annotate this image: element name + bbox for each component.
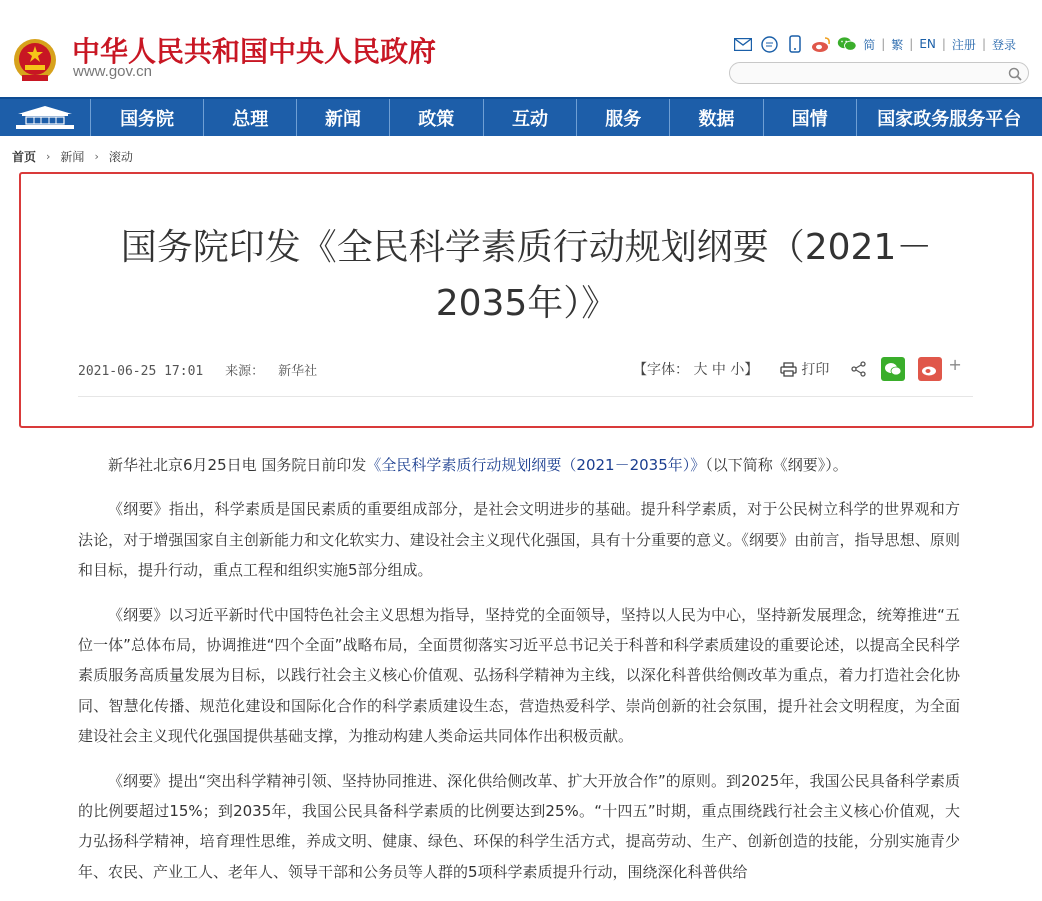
nav-item-data[interactable]: 数据 (670, 99, 764, 136)
breadcrumb (12, 148, 133, 165)
document-link[interactable]: 《全民科学素质行动规划纲要（2021－2035年）》 (366, 456, 706, 474)
nav-home-building-icon[interactable] (0, 99, 91, 136)
nav-item-services[interactable]: 服务 (577, 99, 670, 136)
article-body (78, 450, 960, 901)
chat-icon[interactable] (759, 35, 779, 53)
source-label: 来源： (225, 364, 265, 379)
chevron-right-icon: › (94, 150, 99, 163)
separator: | (909, 37, 914, 51)
login-link[interactable]: 登录 (991, 37, 1016, 52)
separator: | (941, 37, 946, 51)
breadcrumb-rolling[interactable]: 滚动 (108, 150, 133, 164)
divider (78, 396, 973, 397)
article-title-line2: 2035年）》 (435, 283, 618, 324)
print-label: 打印 (801, 362, 830, 378)
source-name: 新华社 (278, 364, 318, 379)
article-header-highlight (19, 172, 1034, 428)
top-links (733, 35, 1016, 53)
weibo-icon[interactable] (811, 35, 831, 53)
nav-item-policy[interactable]: 政策 (390, 99, 484, 136)
nav-item-national-info[interactable]: 国情 (764, 99, 857, 136)
lang-traditional[interactable]: 繁 (891, 37, 904, 52)
search-icon[interactable] (1008, 66, 1022, 85)
chevron-right-icon: › (46, 150, 51, 163)
article-title (21, 220, 1032, 332)
site-header (0, 0, 1042, 97)
main-nav (0, 97, 1042, 136)
more-share-icon[interactable]: + (948, 354, 962, 374)
paragraph-tail: （以下简称《纲要》）。 (705, 456, 848, 474)
separator: | (881, 37, 886, 51)
lang-simplified[interactable]: 简 (863, 37, 876, 52)
separator: | (981, 37, 986, 51)
national-emblem-logo[interactable] (12, 35, 58, 85)
site-title[interactable]: 中华人民共和国中央人民政府 (72, 35, 437, 68)
paragraph: 《纲要》指出，科学素质是国民素质的重要组成部分，是社会文明进步的基础。提升科学素质，对于公民树立科学的世界观和方法论，对于增强国家自主创新能力和文化软实力、建设社会主义现代化强国，具有十分重要的意义。《纲要》由前言，指导思想、原则和目标，提升行动，重点工程和组织实施5部分组成。 (78, 500, 960, 580)
search-box[interactable] (729, 62, 1029, 84)
search-input[interactable] (740, 64, 1004, 84)
wechat-icon[interactable] (837, 35, 857, 53)
article-tools (633, 354, 962, 381)
nav-item-news[interactable]: 新闻 (297, 99, 390, 136)
mail-icon[interactable] (733, 35, 753, 53)
font-small-button[interactable]: 小】 (730, 362, 759, 378)
font-label: 【字体： (633, 362, 689, 378)
nav-item-gov-service-platform[interactable]: 国家政务服务平台 (877, 108, 1022, 130)
nav-item-premier[interactable]: 总理 (204, 99, 297, 136)
font-size-control (633, 359, 758, 379)
publish-date: 2021-06-25 17:01 (78, 364, 204, 379)
print-button[interactable] (780, 359, 829, 379)
share-weibo-icon[interactable] (918, 357, 942, 381)
nav-item-interaction[interactable]: 互动 (484, 99, 578, 136)
paragraph (78, 450, 960, 480)
breadcrumb-home[interactable]: 首页 (12, 150, 37, 164)
printer-icon (780, 362, 797, 377)
nav-item-state-council[interactable]: 国务院 (91, 99, 205, 136)
article-title-line1: 国务院印发《全民科学素质行动规划纲要（2021－ (120, 227, 933, 268)
paragraph: 《纲要》以习近平新时代中国特色社会主义思想为指导，坚持党的全面领导，坚持以人民为中心，坚持新发展理念，统筹推进“五位一体”总体布局，协调推进“四个全面”战略布局，全面贯彻落实习近平总书记关于科普和科学素质建设的重要论述，以提高全民科学素质服务高质量发展为目标，以践行社会主义核心价值观、弘扬科学精神为主线，以深化科普供给侧改革为重点，着力打造社会化协同、智慧化传播、规范化建设和国际化合作的科学素质建设生态，营造热爱科学、崇尚创新的社会氛围，提升社会文明程度，为全面建设社会主义现代化强国提供基础支撑，为推动构建人类命运共同体作出积极贡献。 (78, 605, 960, 746)
mobile-icon[interactable] (785, 35, 805, 53)
font-medium-button[interactable]: 中 (711, 362, 726, 378)
font-large-button[interactable]: 大 (693, 362, 708, 378)
share-wechat-icon[interactable] (881, 357, 905, 381)
share-icon[interactable] (851, 361, 867, 377)
paragraph-lead: 新华社北京6月25日电 国务院日前印发 (108, 456, 367, 474)
lang-english[interactable]: EN (919, 37, 936, 51)
register-link[interactable]: 注册 (951, 37, 976, 52)
breadcrumb-news[interactable]: 新闻 (60, 150, 85, 164)
site-domain: www.gov.cn (73, 63, 152, 80)
article-meta (78, 360, 331, 379)
paragraph: 《纲要》提出“突出科学精神引领、坚持协同推进、深化供给侧改革、扩大开放合作”的原则。到2025年，我国公民具备科学素质的比例要超过15%；到2035年，我国公民具备科学素质的比例要达到25%。“十四五”时期，重点围绕践行社会主义核心价值观，大力弘扬科学精神，培育理性思维，养成文明、健康、绿色、环保的科学生活方式，提高劳动、生产、创新创造的技能，分别实施青少年、农民、产业工人、老年人、领导干部和公务员等人群的5项科学素质提升行动，围绕深化科普供给 (78, 771, 960, 881)
